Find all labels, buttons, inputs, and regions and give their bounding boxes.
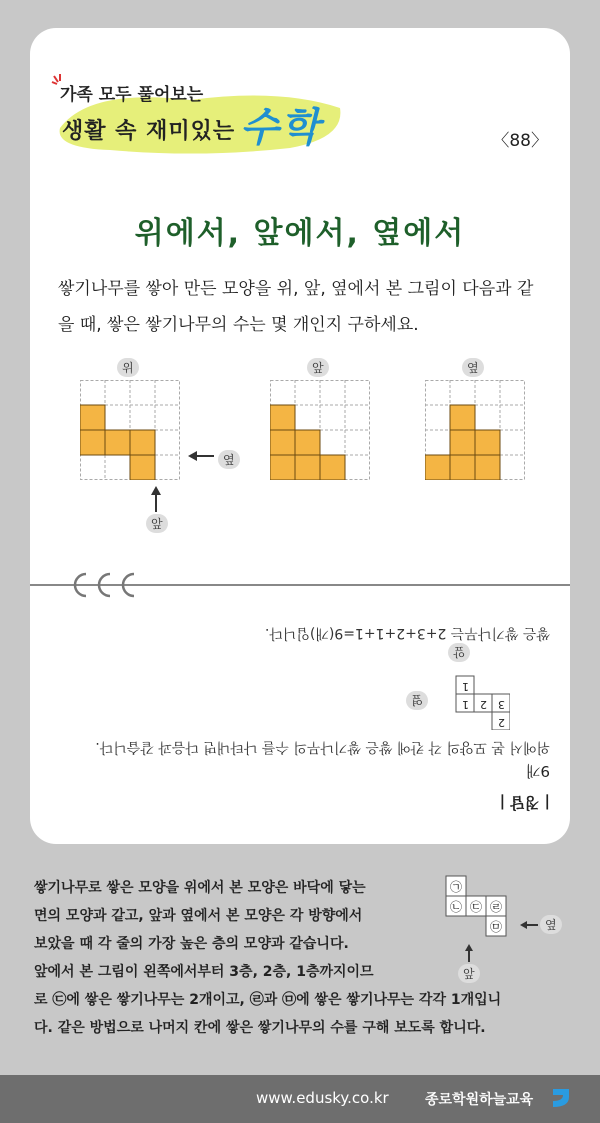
answer-side-label: 옆 [406,691,428,710]
answer-front-label: 앞 [448,643,470,662]
explanation-line: 다. 같은 방법으로 나머지 칸에 쌓은 쌓기나무의 수를 구해 보도록 합니다. [34,1020,486,1036]
explanation-line: 쌓기나무로 쌓은 모양을 위에서 본 모양은 바닥에 닿는 [34,880,366,896]
issue-number: 〈88〉 [492,131,548,151]
explanation-line: 면의 모양과 같고, 앞과 옆에서 본 모양은 각 방향에서 [34,908,363,924]
answer-line1: 위에서 본 모양의 각 칸에 쌓은 쌓기나무의 수를 나타내면 다음과 같습니다. [95,739,550,755]
arrow-left-icon [520,920,538,930]
arrow-up-icon [464,944,474,962]
front-view-grid [270,380,370,480]
binder-rings-icon [66,568,146,602]
answer-section [30,608,570,844]
page-title: 위에서, 앞에서, 옆에서 [134,216,466,251]
footer-brand: 종로학원하늘교육 [425,1092,534,1108]
explanation-line: 로 ㉢에 쌓은 쌓기나무는 2개이고, ㉣과 ㉤에 쌓은 쌓기나무는 각각 1개입니 [34,992,502,1008]
side-view-grid [425,380,525,480]
answer-cell: 1 [462,698,469,711]
arrow-up-icon [150,486,162,512]
side-label: 옆 [218,450,240,469]
footer-bar [0,1075,600,1123]
brand-line2: 생활 속 재미있는 [62,119,236,144]
answer-cell: 3 [498,698,505,711]
front-view-label: 앞 [307,358,329,377]
top-label: 위 [117,358,139,377]
cell-label: ㉢ [470,900,483,914]
top-view-grid [80,380,180,480]
answer-line2: 쌓은 쌓기나무는 2+3+2+1+1=9(개)입니다. [264,625,550,641]
answer-tag: | 정답 | [499,794,550,812]
explanation-line: 보았을 때 각 줄의 가장 높은 층의 모양과 같습니다. [34,936,349,952]
brand-line1: 가족 모두 풀어보는 [60,85,204,105]
answer-cell: 1 [462,680,469,693]
answer-cell: 2 [498,716,505,729]
explanation-line: 앞에서 본 그림이 왼쪽에서부터 3층, 2층, 1층까지이므 [34,964,374,980]
explanation-front-label: 앞 [458,964,480,983]
arrow-left-icon [188,450,214,462]
answer-cell: 2 [480,698,487,711]
content-card [30,28,570,844]
front-label: 앞 [146,514,168,533]
cell-label: ㉡ [450,900,463,914]
side-view-label: 옆 [462,358,484,377]
cell-label: ㉤ [490,920,503,934]
question-text: 쌓기나무를 쌓아 만든 모양을 위, 앞, 옆에서 본 그림이 다음과 같을 때, 쌓은 쌓기나무의 수는 몇 개인지 구하세요. [58,279,534,335]
explanation-side-label: 옆 [540,915,562,934]
brand-math: 수학 [240,105,322,151]
answer-number: 9개 [525,762,550,780]
brand-logo-icon [551,1087,571,1109]
cell-label: ㉠ [450,880,463,894]
footer-url[interactable]: www.edusky.co.kr [256,1089,389,1107]
cell-label: ㉣ [490,900,503,914]
